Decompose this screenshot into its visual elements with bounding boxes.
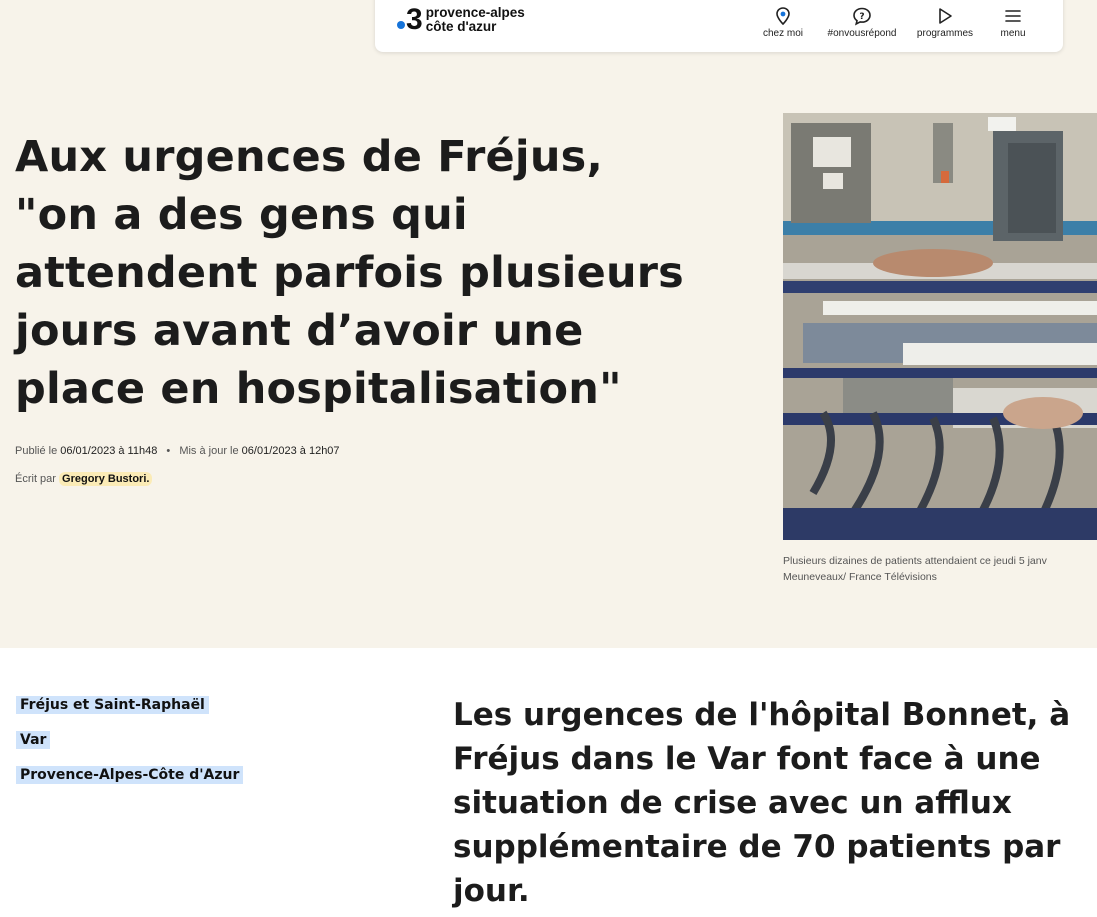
tag-provence-alpes-cote-dazur[interactable]: Provence-Alpes-Côte d'Azur	[16, 766, 243, 784]
caption-line-2: Meuneveaux/ France Télévisions	[783, 571, 937, 583]
publication-dates	[15, 445, 340, 457]
updated-prefix: Mis à jour le	[179, 445, 239, 457]
article-lead: Les urgences de l'hôpital Bonnet, à Fréjus dans le Var font face à une situation de crise avec un afflux supplémentaire de 70 patients par jour.	[453, 697, 1071, 909]
question-bubble-icon	[852, 6, 872, 26]
location-pin-icon	[776, 6, 790, 26]
nav-menu	[753, 6, 1063, 39]
author-prefix: Écrit par	[15, 473, 56, 485]
updated-date: 06/01/2023 à 12h07	[241, 445, 340, 457]
logo-dot	[397, 21, 405, 29]
logo-line-2: côte d'azur	[425, 19, 497, 34]
logo-number: 3	[406, 3, 423, 36]
nav-label: menu	[1000, 28, 1026, 39]
author-link[interactable]: Gregory Bustori.	[59, 472, 152, 486]
top-navigation-bar	[375, 0, 1063, 52]
nav-onvousrepond[interactable]	[819, 6, 905, 39]
nav-label: #onvousrépond	[827, 28, 897, 39]
meta-separator: •	[166, 445, 171, 457]
published-date: 06/01/2023 à 11h48	[60, 445, 158, 457]
nav-menu-button[interactable]	[993, 6, 1033, 39]
article-title: Aux urgences de Fréjus, "on a des gens qui attendent parfois plusieurs jours avant d’avoir une place en hospitalisation"	[15, 132, 684, 414]
tag-frejus-saint-raphael[interactable]: Fréjus et Saint-Raphaël	[16, 696, 209, 714]
logo-text	[426, 6, 525, 34]
logo-line-1: provence-alpes	[425, 5, 525, 20]
site-logo[interactable]	[397, 3, 525, 36]
byline	[15, 473, 152, 485]
tag-var[interactable]: Var	[16, 731, 50, 749]
hamburger-menu-icon	[1004, 6, 1022, 26]
svg-text:?: ?	[859, 11, 865, 22]
published-prefix: Publié le	[15, 445, 58, 457]
nav-label: programmes	[916, 28, 974, 39]
nav-chez-moi[interactable]	[753, 6, 813, 39]
photo-caption	[783, 553, 1097, 585]
photo-hospital-corridor-image	[783, 113, 1097, 540]
nav-programmes[interactable]	[909, 6, 981, 39]
article-photo	[783, 113, 1097, 540]
nav-label: chez moi	[762, 28, 803, 39]
caption-line-1: Plusieurs dizaines de patients attendaient ce jeudi 5 janv	[783, 555, 1047, 567]
article-tags	[16, 696, 243, 801]
play-icon	[937, 6, 953, 26]
